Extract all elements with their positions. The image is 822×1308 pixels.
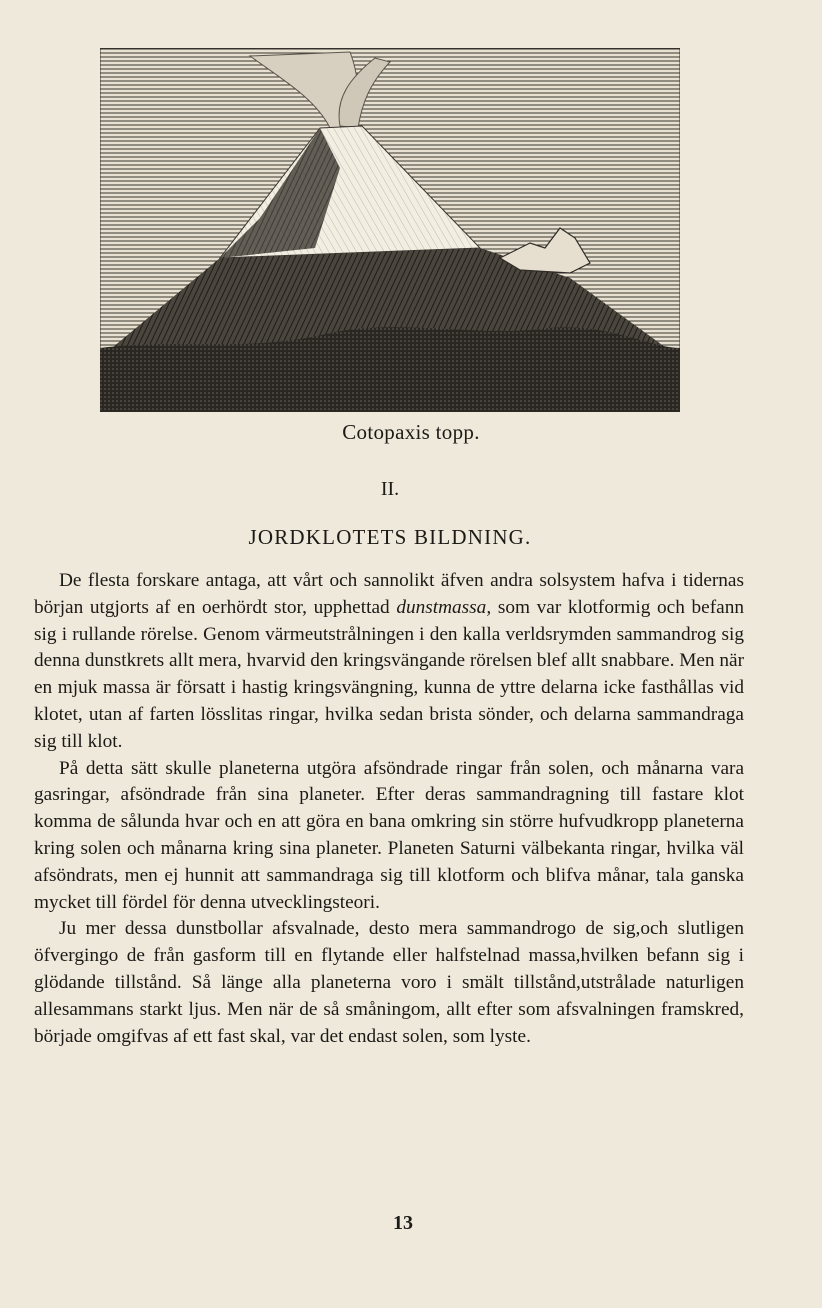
chapter-number: II. (380, 478, 400, 500)
volcano-engraving (100, 48, 680, 412)
page-number: 13 (393, 1212, 413, 1234)
paragraph-3: Ju mer dessa dunstbollar afsvalnade, desto mera sammandrogo de sig,och slutligen öfvergingo de från gasform till en flytande eller halfstelnad massa,hvilken befann sig i glödande tillstånd. Så länge alla planeterna voro i smält tillstånd,utstrålade naturligen allesammans starkt ljus. Men när de så småningom, allt efter som afsvalningen framskred, började omgifvas af ett fast skal, var det endast solen, som lyste. (34, 918, 744, 1047)
chapter-body (34, 568, 744, 1050)
chapter-title: JORDKLOTETS BILDNING. (248, 525, 532, 549)
figure-caption: Cotopaxis topp. (342, 420, 480, 444)
emphasis-term: dunstmassa, (396, 596, 492, 618)
volcano-illustration (100, 48, 680, 412)
paragraph-2: På detta sätt skulle planeterna utgöra afsöndrade ringar från solen, och månarna vara gasringar, afsöndrade från sina planeter. Efter deras sammandragning till fastare klot komma de sålunda hvar och en att göra en bana omkring sin större hufvudkropp planeterna kring solen och månarna kring sina planeter. Planeten Saturni välbekanta ringar, hvilka väl afsöndrats, men ej hunnit att sammandraga sig till klotform och blifva månar, tala ganska mycket till fördel för denna utvecklingsteori. (34, 757, 744, 913)
paragraph-1: De flesta forskare antaga, att vårt och sannolikt äfven andra solsystem hafva i tidernas början utgjorts af en oerhördt stor, upphettad dunstmassa, som var klotformig och befann sig i rullande rörelse. Genom värmeutstrålningen i den kalla verldsrymden sammandrog sig denna dunstkrets allt mera, hvarvid den kringsvängande rörelsen blef allt snabbare. Men när en mjuk massa är försatt i hastig kringsvängning, kunna de yttre delarna icke fasthållas vid klotet, utan af farten lösslitas ringar, hvilka sedan brista sönder, och delarna sammandraga sig till klot. (34, 570, 745, 752)
